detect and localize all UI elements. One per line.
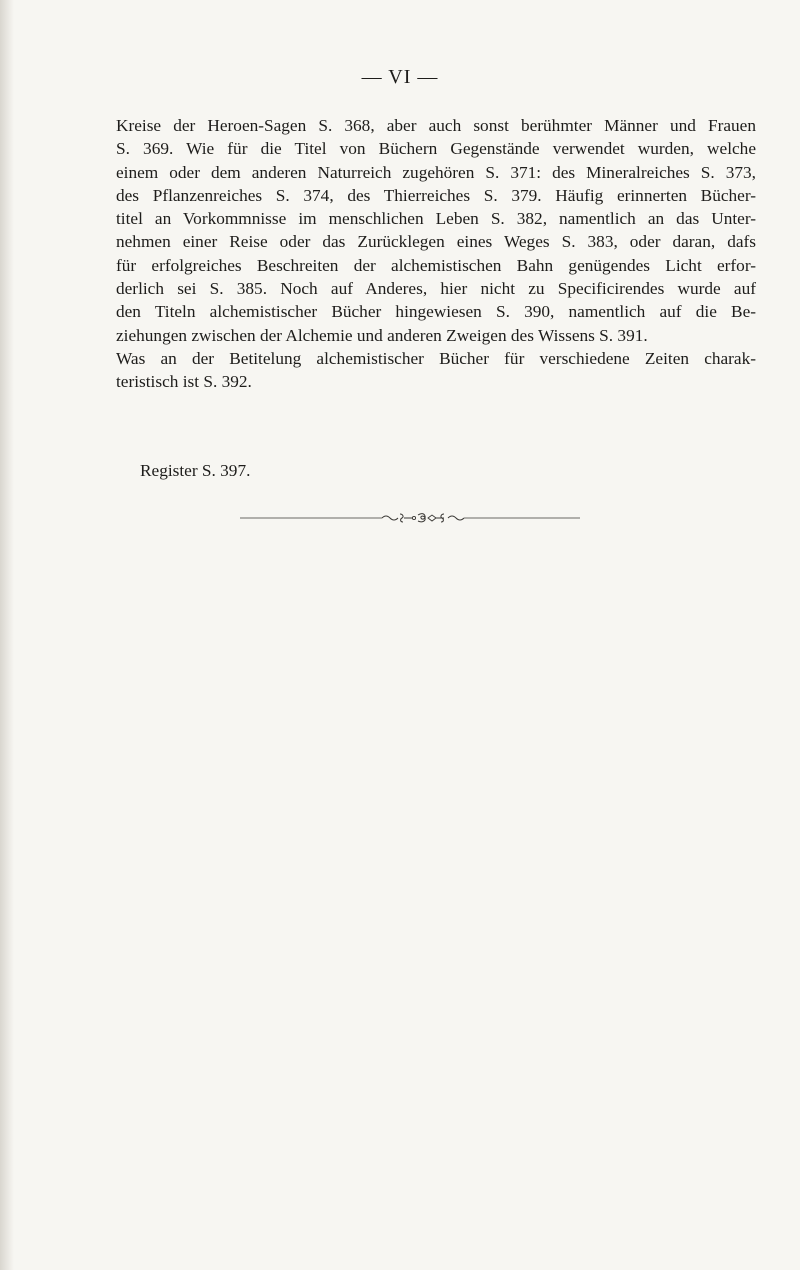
text-line: derlich sei S. 385. Noch auf Anderes, hier nicht zu Specificirendes wurde auf	[116, 279, 756, 299]
text-line: S. 369. Wie für die Titel von Büchern Gegenstände verwendet wurden, welche	[116, 139, 756, 159]
text-line: Kreise der Heroen-Sagen S. 368, aber auch sonst berühmter Männer und Frauen	[116, 116, 756, 135]
register-reference: Register S. 397.	[140, 461, 251, 480]
text-line: teristisch ist S. 392.	[116, 372, 252, 392]
text-line: des Pflanzenreiches S. 374, des Thierreiches S. 379. Häufig erinnerten Bücher-	[116, 185, 756, 205]
text-line: Was an der Betitelung alchemistischer Bücher für verschiedene Zeiten charak-	[116, 348, 756, 368]
decorative-rule-icon	[240, 512, 580, 524]
binding-shadow	[0, 0, 14, 1270]
body-paragraph	[116, 114, 756, 394]
text-line: ziehungen zwischen der Alchemie und anderen Zweigen des Wissens S. 391.	[116, 325, 648, 345]
text-line: für erfolgreiches Beschreiten der alchemistischen Bahn genügendes Licht erfor-	[116, 255, 756, 275]
text-line: nehmen einer Reise oder das Zurücklegen eines Weges S. 383, oder daran, dafs	[116, 232, 756, 252]
page-number: — VI —	[361, 66, 439, 88]
text-line: titel an Vorkommnisse im menschlichen Leben S. 382, namentlich an das Unter-	[116, 209, 756, 229]
text-line: einem oder dem anderen Naturreich zugehören S. 371: des Mineralreiches S. 373,	[116, 162, 756, 182]
text-line: den Titeln alchemistischer Bücher hingewiesen S. 390, namentlich auf die Be-	[116, 302, 756, 322]
